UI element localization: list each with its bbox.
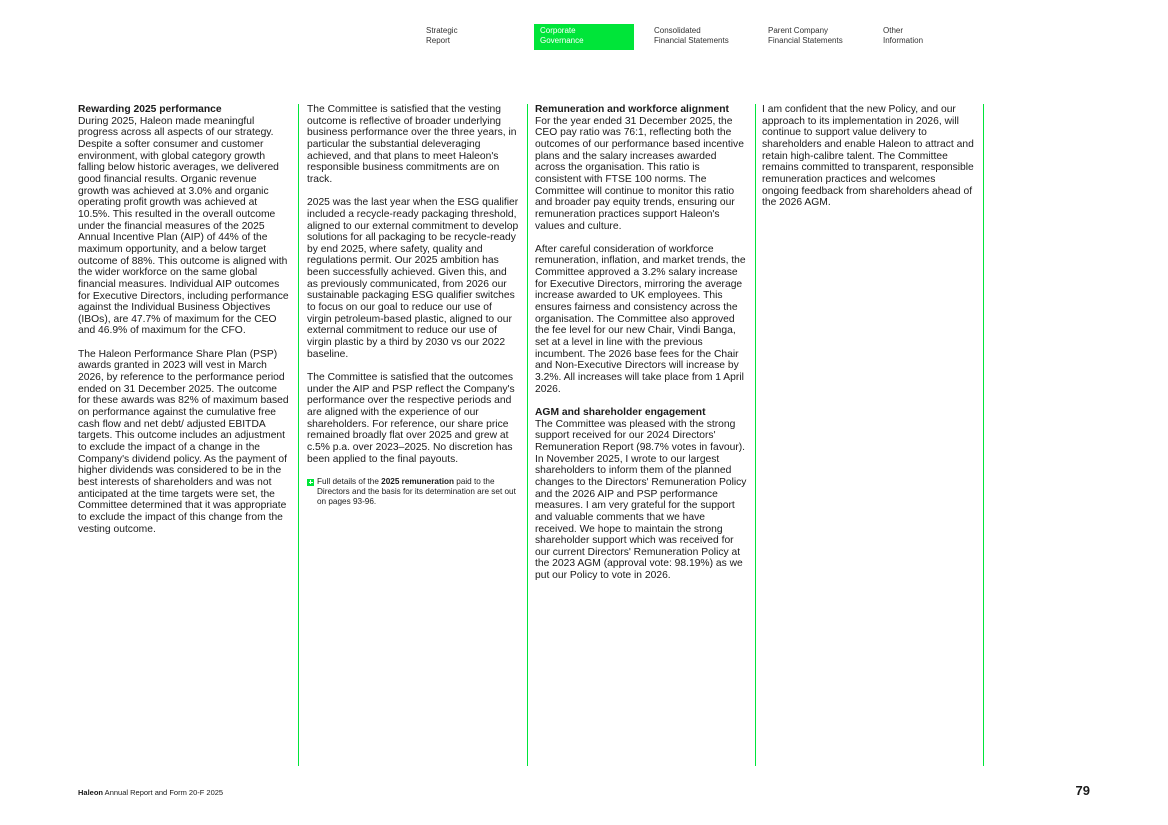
tab-label-line1: Consolidated: [654, 26, 701, 35]
column-divider: [527, 104, 528, 766]
report-title: Annual Report and Form 20-F 2025: [103, 788, 224, 797]
column-2: [307, 104, 519, 508]
plus-box-icon: [307, 479, 314, 486]
cross-reference-note: [307, 477, 519, 508]
tab-label-line2: Information: [883, 36, 924, 45]
tab-label-line1: Other: [883, 26, 904, 35]
tab-label-line2: Financial Statements: [768, 36, 843, 45]
column-divider: [298, 104, 299, 766]
tab-label-line1: Strategic: [426, 26, 458, 35]
tab-corporate-governance[interactable]: [534, 24, 634, 50]
paragraph: I am confident that the new Policy, and our approach to its implementation in 2026, will continue to support value delivery to shareholders and enable Haleon to attract and retain high-calibre talent. The Committee remains committed to transparent, responsible remuneration practices and welcomes ongoing feedback from shareholders ahead of the 2026 AGM.: [762, 104, 974, 209]
tab-label-line1: Parent Company: [768, 26, 829, 35]
column-4: [762, 104, 974, 221]
column-divider: [755, 104, 756, 766]
brand-name: Haleon: [78, 788, 104, 797]
column-1: [78, 104, 290, 547]
tab-label-line2: Report: [426, 36, 451, 45]
paragraph: After careful consideration of workforce remuneration, inflation, and market trends, the Committee approved a 3.2% salary increase for Executive Directors, mirroring the average increase awarded to UK employees. This ensures fairness and consistency across the organisation. The Committee also approved the fee level for our new Chair, Vindi Banga, set at a level in line with the previous incumbent. The 2026 base fees for the Chair and Non-Executive Directors will increase by 3.2%. All increases will take place from 1 April 2026.: [535, 243, 746, 395]
paragraph: The Committee is satisfied that the outcomes under the AIP and PSP reflect the Company's performance over the respective periods and are aligned with the experience of our shareholders. For reference, our share price remained broadly flat over 2025 and grew at c.5% p.a. over 2023–2025. No discretion has been applied to the final payouts.: [307, 371, 515, 465]
tab-label-line2: Financial Statements: [654, 36, 729, 45]
paragraph: During 2025, Haleon made meaningful progress across all aspects of our strategy. Despite a softer consumer and customer environment, with global category growth falling below historic averages, we delivered good financial results. Organic revenue growth was achieved at 3.0% and organic operating profit growth was achieved at 10.5%. This resulted in the overall outcome under the financial measures of the 2025 Annual Incentive Plan (AIP) of 44% of the maximum opportunity, and a below target outcome of 88%. This outcome is aligned with the wider workforce on the same global financial measures. Individual AIP outcomes for Executive Directors, including performance against the Individual Business Objectives (IBOs), are 47.7% of maximum for the CEO and 46.9% of maximum for the CFO.: [78, 115, 289, 337]
note-link[interactable]: 2025 remuneration: [381, 476, 454, 486]
tab-strategic-report[interactable]: [426, 26, 526, 46]
section-heading: AGM and shareholder engagement: [535, 406, 706, 418]
paragraph: The Committee was pleased with the strong support received for our 2024 Directors' Remuneration Report (98.7% votes in favour). In November 2025, I wrote to our largest shareholders to inform them of the planned changes to the Directors' Remuneration Policy and the 2026 AIP and PSP performance measures. I am very grateful for the support and valuable comments that we have received. We hope to maintain the strong shareholder support which was received for our current Directors' Remuneration Policy at the 2023 AGM (approval vote: 98.19%) as we put our Policy to vote in 2026.: [535, 418, 747, 582]
paragraph: The Committee is satisfied that the vesting outcome is reflective of broader underlying business performance over the three years, in particular the substantial deleveraging achieved, and that plans to meet Haleon's responsible business commitments are on track.: [307, 104, 517, 185]
note-text: Full details of the: [317, 476, 382, 486]
page-number: 79: [1075, 783, 1090, 798]
section-navigation: [0, 26, 1168, 50]
tab-label-line2: Governance: [540, 36, 584, 45]
tab-other-information[interactable]: [883, 26, 973, 46]
section-heading: Rewarding 2025 performance: [78, 104, 222, 115]
tab-consolidated-financial-statements[interactable]: [654, 26, 759, 46]
column-divider: [983, 104, 984, 766]
paragraph: The Haleon Performance Share Plan (PSP) awards granted in 2023 will vest in March 2026, by reference to the performance period ended on 31 December 2025. The outcome for these awards was 82% of maximum based on performance against the cumulative free cash flow and net debt/ adjusted EBITDA targets. This outcome includes an adjustment to exclude the impact of a change in the Company's dividend policy. As the payment of higher dividends was considered to be in the best interests of shareholders and was not anticipated at the time targets were set, the Committee determined that it was appropriate to exclude the impact of this change from the vesting outcome.: [78, 348, 289, 535]
note-text: paid to the Directors and the basis for its determination are set out on pages 93-96.: [317, 476, 516, 507]
column-3: [535, 104, 747, 593]
page-footer: [78, 788, 223, 797]
tab-label-line1: Corporate: [540, 26, 576, 35]
paragraph: 2025 was the last year when the ESG qualifier included a recycle-ready packaging threshold, aligned to our external commitment to develop solutions for all packaging to be recycle-ready by end 2025, where safety, quality and regulations permit. Our 2025 ambition has been successfully achieved. Given this, and as previously communicated, from 2026 our sustainable packaging ESG qualifier switches to focus on our goal to reduce our use of virgin petroleum-based plastic, aligned to our external commitment to reduce our use of virgin plastic by a third by 2030 vs our 2022 baseline.: [307, 197, 519, 360]
tab-parent-company-financial-statements[interactable]: [768, 26, 873, 46]
paragraph: For the year ended 31 December 2025, the CEO pay ratio was 76:1, reflecting both the outcomes of our performance based incentive plans and the salary increases awarded across the organisation. This ratio is consistent with FTSE 100 norms. The Committee will continue to monitor this ratio and broader pay equity trends, ensuring our remuneration practices support Haleon's values and culture.: [535, 115, 744, 232]
section-heading: Remuneration and workforce alignment: [535, 104, 729, 115]
